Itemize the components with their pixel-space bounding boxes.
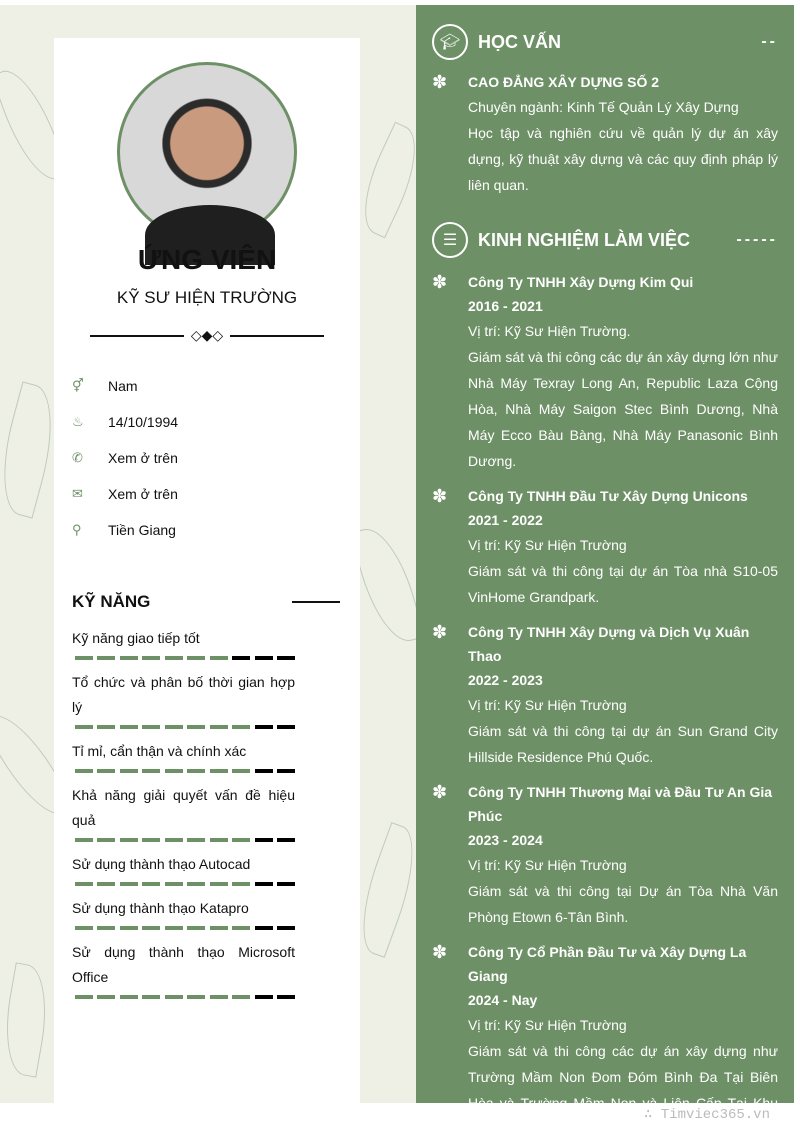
skill-level-segment <box>142 725 160 729</box>
position: Vị trí: Kỹ Sư Hiện Trường <box>468 697 627 713</box>
company-name: Công Ty Cổ Phần Đầu Tư và Xây Dựng La Giang <box>468 944 747 984</box>
company-name: Công Ty TNHH Thương Mại và Đầu Tư An Gia Phúc <box>468 784 773 824</box>
skill-level-segment <box>210 838 228 842</box>
map-marker-icon: ⚲ <box>72 522 82 537</box>
skill-level-segment <box>277 882 295 886</box>
skill-level-segment <box>187 725 205 729</box>
skill-level-segment <box>232 882 250 886</box>
skill-level-segment <box>210 882 228 886</box>
skill-level-segment <box>187 769 205 773</box>
skill-level-segment <box>120 882 138 886</box>
skill-level-segment <box>255 995 273 999</box>
skill-level-segment <box>142 656 160 660</box>
info-row <box>72 440 178 476</box>
skill-level-bar <box>75 656 295 660</box>
flower-bullet-icon: ✽ <box>432 486 448 506</box>
skill-level-segment <box>142 995 160 999</box>
skill-item <box>72 852 295 886</box>
phone-icon: ✆ <box>72 450 83 465</box>
watermark: ∴ Timviec365.vn <box>643 1107 770 1123</box>
skill-item <box>72 626 295 660</box>
period: 2024 - Nay <box>468 992 538 1008</box>
skill-level-bar <box>75 769 295 773</box>
flower-bullet-icon: ✽ <box>432 782 448 802</box>
skill-level-segment <box>210 926 228 930</box>
skill-level-segment <box>255 769 273 773</box>
skill-level-segment <box>187 656 205 660</box>
info-value: Xem ở trên <box>108 450 178 466</box>
skill-name: Tỉ mỉ, cẩn thận và chính xác <box>72 743 247 759</box>
info-row <box>72 512 178 548</box>
skill-name: Sử dụng thành thạo Microsoft Office <box>72 944 295 985</box>
skill-level-segment <box>75 838 93 842</box>
info-value: Nam <box>108 378 138 394</box>
skill-level-segment <box>232 656 250 660</box>
skill-item <box>72 940 295 999</box>
job-description: Giám sát và thi công tại Dự án Tòa Nhà Văn Phòng Etown 6-Tân Bình. <box>468 883 778 925</box>
skill-name: Tổ chức và phân bố thời gian hợp lý <box>72 674 295 715</box>
skill-level-segment <box>187 838 205 842</box>
skill-level-segment <box>75 656 93 660</box>
flower-bullet-icon: ✽ <box>432 942 448 962</box>
position: Vị trí: Kỹ Sư Hiện Trường. <box>468 323 631 339</box>
skill-level-segment <box>232 769 250 773</box>
skill-level-segment <box>210 725 228 729</box>
education-header: 🎓︎ HỌC VẤN -- <box>432 24 778 60</box>
company-name: Công Ty TNHH Đầu Tư Xây Dựng Unicons <box>468 488 748 504</box>
candidate-name: ỨNG VIÊN <box>137 244 277 275</box>
personal-info <box>72 368 178 548</box>
position: Vị trí: Kỹ Sư Hiện Trường <box>468 1017 627 1033</box>
experience-entry <box>432 780 778 930</box>
skill-item <box>72 896 295 930</box>
experience-entry <box>432 270 778 474</box>
skills-title: KỸ NĂNG <box>72 592 151 611</box>
skills-title-line <box>292 601 340 603</box>
skill-level-segment <box>210 995 228 999</box>
skill-level-segment <box>97 769 115 773</box>
graduation-cap-icon: 🎓︎ <box>432 24 468 60</box>
skill-level-segment <box>165 769 183 773</box>
skill-level-segment <box>97 838 115 842</box>
books-icon: ☰ <box>432 222 468 258</box>
skill-level-segment <box>232 725 250 729</box>
company-name: Công Ty TNHH Xây Dựng và Dịch Vụ Xuân Thao <box>468 624 750 664</box>
skill-level-segment <box>165 725 183 729</box>
position: Vị trí: Kỹ Sư Hiện Trường <box>468 857 627 873</box>
experience-list <box>432 270 778 1142</box>
skill-level-segment <box>187 995 205 999</box>
ornament-divider: ◇◆◇ <box>90 335 324 337</box>
header-dash: -- <box>761 33 778 50</box>
skill-level-segment <box>75 882 93 886</box>
skill-level-segment <box>187 926 205 930</box>
skill-level-segment <box>187 882 205 886</box>
skill-level-segment <box>120 769 138 773</box>
experience-header: ☰ KINH NGHIỆM LÀM VIỆC ----- <box>432 222 778 258</box>
skill-level-segment <box>97 882 115 886</box>
period: 2023 - 2024 <box>468 832 543 848</box>
skill-level-segment <box>165 882 183 886</box>
info-value: 14/10/1994 <box>108 414 179 430</box>
skill-level-segment <box>97 995 115 999</box>
skill-name: Kỹ năng giao tiếp tốt <box>72 630 200 646</box>
skill-level-bar <box>75 995 295 999</box>
info-row <box>72 404 178 440</box>
skill-level-segment <box>277 725 295 729</box>
skill-level-bar <box>75 882 295 886</box>
info-row <box>72 476 178 512</box>
skills-list <box>72 626 295 1009</box>
skill-level-segment <box>255 725 273 729</box>
skill-level-segment <box>75 769 93 773</box>
skill-level-segment <box>277 838 295 842</box>
skill-level-segment <box>97 725 115 729</box>
skill-level-segment <box>97 926 115 930</box>
skill-level-segment <box>97 656 115 660</box>
skill-level-segment <box>142 882 160 886</box>
skill-level-segment <box>277 656 295 660</box>
skill-level-segment <box>255 656 273 660</box>
avatar <box>117 62 297 242</box>
position: Vị trí: Kỹ Sư Hiện Trường <box>468 537 627 553</box>
skill-name: Sử dụng thành thạo Katapro <box>72 900 249 916</box>
skill-level-segment <box>75 926 93 930</box>
experience-entry <box>432 620 778 770</box>
skill-level-segment <box>142 926 160 930</box>
skill-level-segment <box>210 656 228 660</box>
info-row <box>72 368 178 404</box>
skill-level-segment <box>165 995 183 999</box>
skill-level-bar <box>75 838 295 842</box>
skill-level-segment <box>142 769 160 773</box>
skill-level-segment <box>277 926 295 930</box>
skill-level-segment <box>165 838 183 842</box>
skill-level-segment <box>210 769 228 773</box>
job-description: Giám sát và thi công các dự án xây dựng như Trường Mầm Non Đom Đóm Bình Đa Tại Biên Hòa và Trường Mầm Non và Liên Cấp Tại Khu Dân Cư Kim Oanh. <box>468 1043 778 1137</box>
profile-card <box>54 38 360 1103</box>
flower-bullet-icon: ✽ <box>432 622 448 642</box>
skill-level-segment <box>255 838 273 842</box>
job-description: Giám sát và thi công các dự án xây dựng lớn như Nhà Máy Texray Long An, Republic Laza Cộng Hòa, Nhà Máy Saigon Stec Bình Dương, Nhà Máy Ecco Bàu Bàng, Nhà Máy Panasonic Bình Dương. <box>468 349 778 469</box>
info-value: Tiền Giang <box>108 522 176 538</box>
skill-name: Sử dụng thành thạo Autocad <box>72 856 251 872</box>
skill-level-bar <box>75 725 295 729</box>
skill-item <box>72 670 295 729</box>
period: 2022 - 2023 <box>468 672 543 688</box>
birthday-cake-icon: ♨ <box>72 414 84 429</box>
skill-level-bar <box>75 926 295 930</box>
experience-entry <box>432 484 778 610</box>
skill-level-segment <box>75 995 93 999</box>
skill-level-segment <box>277 995 295 999</box>
candidate-role: KỸ SƯ HIỆN TRƯỜNG <box>116 288 298 307</box>
skill-level-segment <box>120 926 138 930</box>
flower-bullet-icon: ✽ <box>432 272 448 292</box>
skill-level-segment <box>255 926 273 930</box>
education-entry: ✽ CAO ĐẲNG XÂY DỰNG SỐ 2 Chuyên ngành: Kinh Tế Quản Lý Xây Dựng Học tập và nghiên cứu về quản lý dự án xây dựng, kỹ thuật xây dựng và các quy định pháp lý liên quan. <box>432 72 778 193</box>
flower-bullet-icon: ✽ <box>432 72 448 92</box>
header-dash: ----- <box>736 231 778 248</box>
skill-level-segment <box>142 838 160 842</box>
period: 2016 - 2021 <box>468 298 543 314</box>
period: 2021 - 2022 <box>468 512 543 528</box>
info-value: Xem ở trên <box>108 486 178 502</box>
skill-name: Khả năng giải quyết vấn đề hiệu quả <box>72 787 295 828</box>
job-description: Giám sát và thi công tại dự án Tòa nhà S10-05 VinHome Grandpark. <box>468 563 778 605</box>
envelope-icon: ✉ <box>72 486 83 501</box>
skill-level-segment <box>232 926 250 930</box>
skill-level-segment <box>232 838 250 842</box>
gender-icon: ⚥ <box>72 378 84 393</box>
company-name: Công Ty TNHH Xây Dựng Kim Qui <box>468 274 694 290</box>
skill-item <box>72 739 295 773</box>
skill-level-segment <box>232 995 250 999</box>
skill-level-segment <box>120 656 138 660</box>
job-description: Giám sát và thi công tại dự án Sun Grand City Hillside Residence Phú Quốc. <box>468 723 778 765</box>
skill-level-segment <box>120 838 138 842</box>
skill-level-segment <box>120 725 138 729</box>
skill-item <box>72 783 295 842</box>
skill-level-segment <box>165 656 183 660</box>
skill-level-segment <box>255 882 273 886</box>
skill-level-segment <box>75 725 93 729</box>
skill-level-segment <box>277 769 295 773</box>
skill-level-segment <box>120 995 138 999</box>
skill-level-segment <box>165 926 183 930</box>
